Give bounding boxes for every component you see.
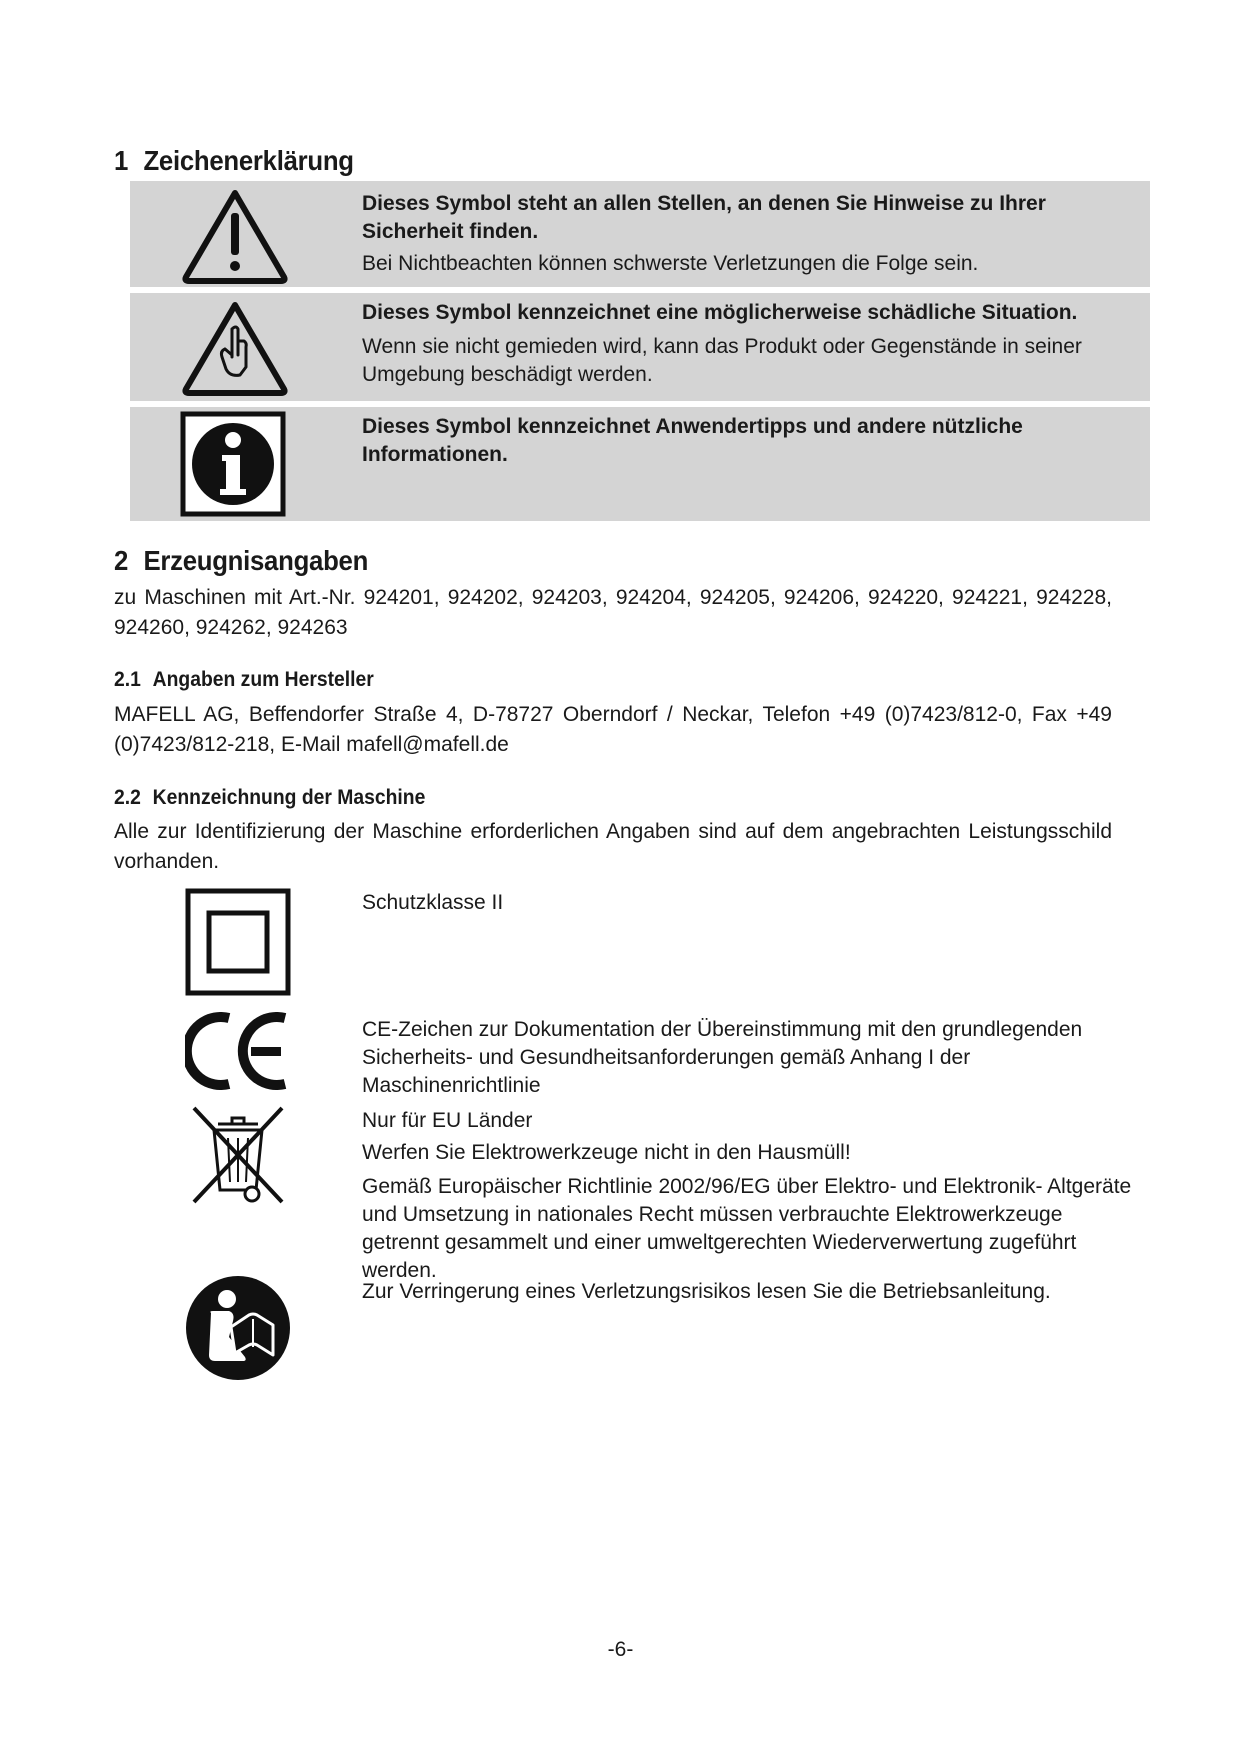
legend-text-caution (362, 299, 1142, 389)
section-1-heading (114, 145, 354, 177)
symbol-line: Zur Verringerung eines Verletzungsrisikos lesen Sie die Betriebsanleitung. (362, 1280, 1051, 1303)
protection-class-2-icon (185, 888, 291, 996)
legend-normal-text: Wenn sie nicht gemieden wird, kann das Produkt oder Gegenstände in seiner Umgebung beschädigt werden. (362, 335, 1082, 386)
disposal-text (362, 1107, 1142, 1285)
symbol-line: Werfen Sie Elektrowerkzeuge nicht in den Hausmüll! (362, 1141, 851, 1164)
subsection-title: Kennzeichnung der Maschine (152, 786, 426, 809)
protection-class-text (362, 889, 1142, 917)
ce-mark-icon (185, 1012, 291, 1090)
identification-text: Alle zur Identifizierung der Maschine erforderlichen Angaben sind auf dem angebrachten Leistungsschild vorhanden. (114, 820, 1112, 873)
article-numbers-text: zu Maschinen mit Art.-Nr. 924201, 924202, 924203, 924204, 924205, 924206, 924220, 924221, 924228, 924260, 924262, 924263 (114, 586, 1112, 639)
legend-normal-text: Bei Nichtbeachten können schwerste Verletzungen die Folge sein. (362, 252, 979, 275)
page-number: -6- (607, 1638, 634, 1661)
warning-triangle-icon (180, 185, 290, 285)
caution-hand-triangle-icon (180, 297, 290, 397)
subsection-2-1-heading (114, 668, 374, 692)
subsection-number: 2.2 (114, 786, 141, 809)
legend-bold-text: Dieses Symbol steht an allen Stellen, an denen Sie Hinweise zu Ihrer Sicherheit finden. (362, 192, 1046, 243)
legend-bold-text: Dieses Symbol kennzeichnet eine möglicherweise schädliche Situation. (362, 301, 1078, 324)
manufacturer-text: MAFELL AG, Beffendorfer Straße 4, D-78727 Oberndorf / Neckar, Telefon +49 (0)7423/812-0, Fax +49 (0)7423/812-218, E-Mail mafell@mafell.de (114, 703, 1112, 756)
legend-text-warning (362, 190, 1142, 278)
legend-text-info (362, 413, 1142, 469)
symbol-line: Schutzklasse II (362, 891, 504, 914)
section-2-number: 2 (114, 545, 129, 576)
crossed-bin-icon (188, 1102, 288, 1208)
read-manual-text (362, 1278, 1142, 1306)
legend-row-warning (130, 181, 1150, 287)
subsection-2-2-heading (114, 786, 425, 810)
subsection-title: Angaben zum Hersteller (152, 668, 374, 691)
section-2-heading (114, 545, 368, 577)
symbol-line: Nur für EU Länder (362, 1109, 533, 1132)
ce-mark-text (362, 1016, 1152, 1100)
section-1-number: 1 (114, 145, 129, 176)
read-manual-icon (185, 1275, 291, 1381)
symbol-line: Gemäß Europäischer Richtlinie 2002/96/EG über Elektro- und Elektronik- Altgeräte und Umsetzung in nationales Recht müssen verbrauchte Elektrowerkzeuge getrennt gesammelt und einer umweltgerechten Wiederverwertung zugeführt werden. (362, 1175, 1132, 1282)
section-2-title: Erzeugnisangaben (143, 545, 369, 576)
section-1-title: Zeichenerklärung (143, 145, 354, 176)
legend-row-caution (130, 293, 1150, 401)
info-icon (180, 411, 286, 517)
subsection-number: 2.1 (114, 668, 141, 691)
legend-bold-text: Dieses Symbol kennzeichnet Anwendertipps und andere nützliche Informationen. (362, 415, 1023, 466)
legend-row-info (130, 407, 1150, 521)
symbol-line: CE-Zeichen zur Dokumentation der Übereinstimmung mit den grundlegenden Sicherheits- und Gesundheitsanforderungen gemäß Anhang I der Maschinenrichtlinie (362, 1018, 1083, 1097)
